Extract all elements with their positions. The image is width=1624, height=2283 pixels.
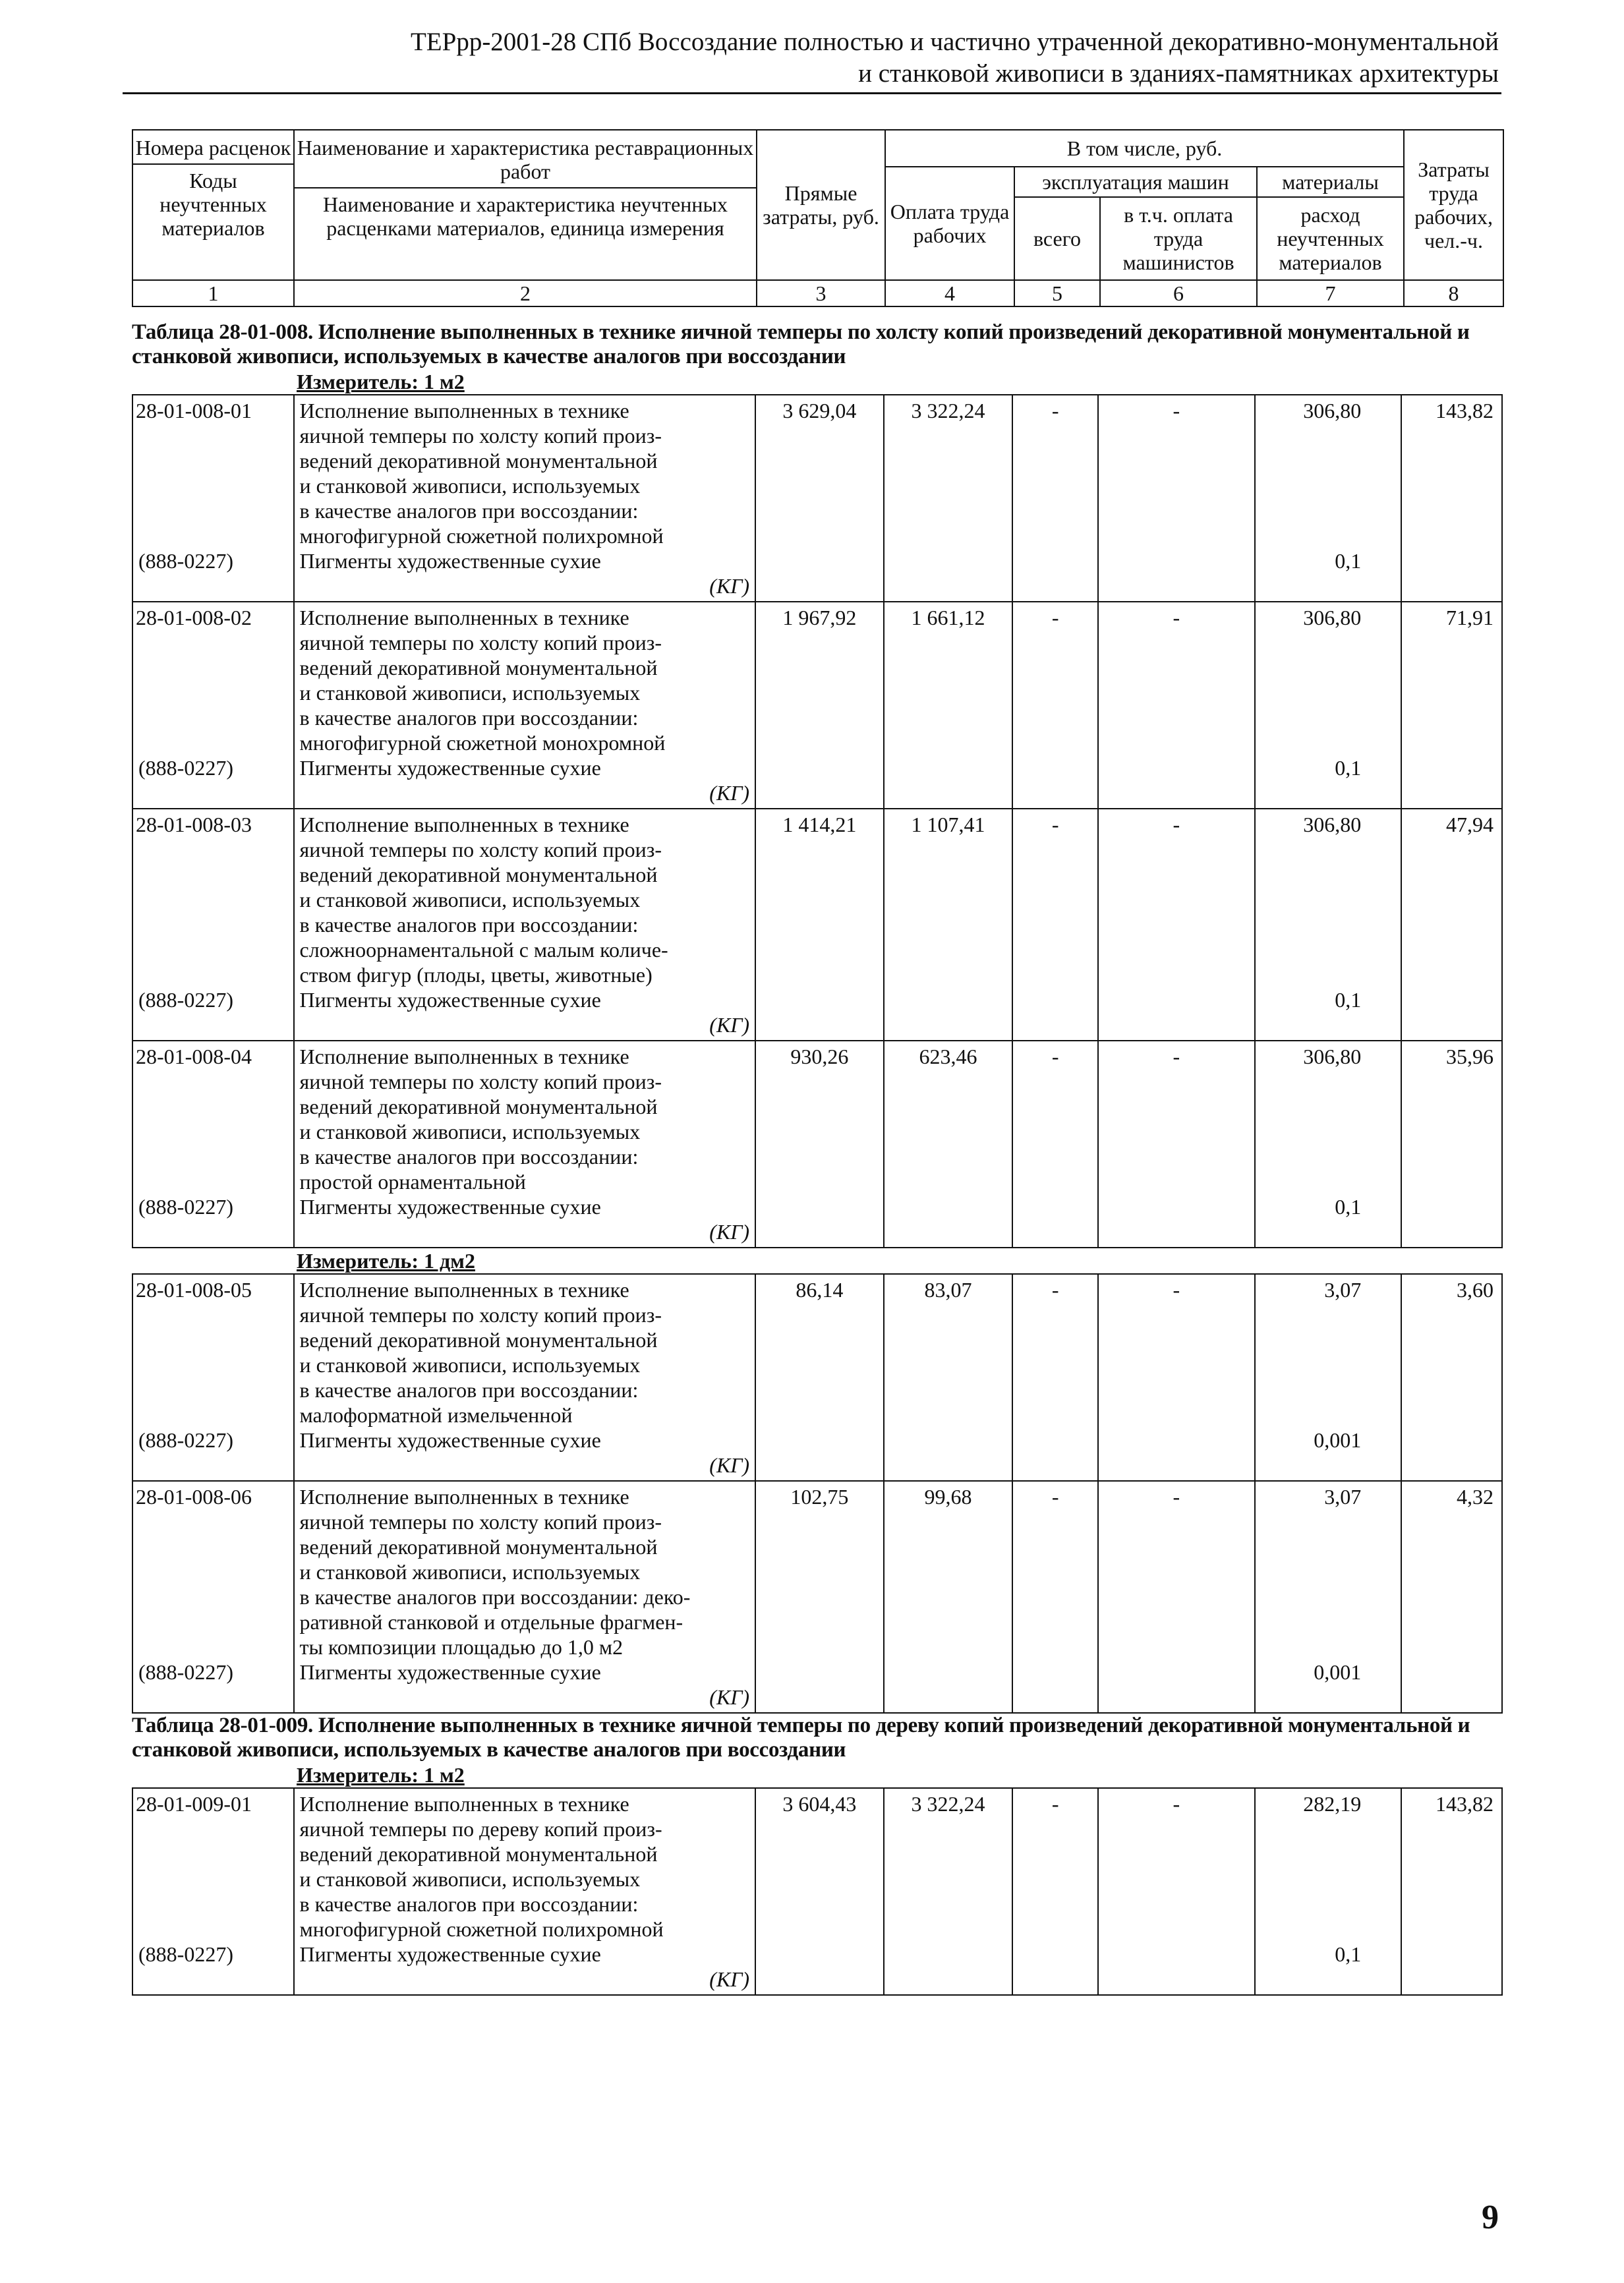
labor-cost: 99,68 bbox=[884, 1482, 1014, 1712]
rate-code: 28-01-008-02 bbox=[136, 606, 252, 629]
col-num-7: 7 bbox=[1257, 280, 1404, 306]
materials-cell bbox=[1256, 1041, 1403, 1247]
description-line: сложноорнаментальной с малым количе- bbox=[299, 938, 668, 962]
col2-header bbox=[294, 130, 757, 280]
labor-hours: 47,94 bbox=[1445, 813, 1494, 836]
description-line: ративной станковой и отдельные фрагмен- bbox=[299, 1610, 683, 1634]
description-line: и станковой живописи, используемых bbox=[299, 888, 641, 911]
col5-header: всего bbox=[1014, 197, 1100, 280]
description-line: Исполнение выполненных в технике bbox=[299, 399, 629, 422]
materials-cell bbox=[1256, 395, 1403, 601]
description-line: Исполнение выполненных в технике bbox=[299, 606, 629, 629]
description-line: в качестве аналогов при воссоздании: bbox=[299, 1378, 639, 1402]
col2-header-top: Наименование и характеристика реставрационных работ bbox=[295, 130, 756, 188]
description-line: яичной темперы по холсту копий произ- bbox=[299, 1510, 662, 1534]
col-num-6: 6 bbox=[1100, 280, 1257, 306]
labor-cost: 623,46 bbox=[884, 1041, 1014, 1247]
material-quantity: 0,1 bbox=[1335, 1942, 1362, 1966]
machines-header: эксплуатация машин bbox=[1014, 167, 1257, 197]
rate-row-5 bbox=[132, 1273, 1503, 1482]
labor-hours: 143,82 bbox=[1435, 1792, 1494, 1816]
description-line: и станковой живописи, используемых bbox=[299, 474, 641, 498]
materials-cell bbox=[1256, 602, 1403, 808]
description-line: и станковой живописи, используемых bbox=[299, 1353, 641, 1377]
description-line: малоформатной измельченной bbox=[299, 1403, 573, 1427]
labor-hours: 4,32 bbox=[1456, 1485, 1494, 1509]
materials-cost: 3,07 bbox=[1324, 1485, 1362, 1509]
material-code: (888-0227) bbox=[138, 1660, 233, 1684]
header-rule bbox=[123, 92, 1501, 94]
machine-cost: - bbox=[1013, 1789, 1099, 1994]
rate-row-7 bbox=[132, 1787, 1503, 1996]
description-line: многофигурной сюжетной полихромной bbox=[299, 1917, 664, 1941]
column-header-table bbox=[132, 129, 1504, 307]
materials-cost: 306,80 bbox=[1303, 1045, 1362, 1068]
description-line: яичной темперы по холсту копий произ- bbox=[299, 631, 662, 654]
description-line: ведений декоративной монументальной bbox=[299, 449, 658, 473]
description-line: Исполнение выполненных в технике bbox=[299, 1792, 629, 1816]
materials-cost: 306,80 bbox=[1303, 606, 1362, 629]
materials-cell bbox=[1256, 1482, 1403, 1712]
material-name: Пигменты художественные сухие bbox=[299, 1195, 601, 1219]
description-line: ведений декоративной монументальной bbox=[299, 1095, 658, 1118]
material-quantity: 0,1 bbox=[1335, 988, 1362, 1012]
description-line: ством фигур (плоды, цветы, животные) bbox=[299, 963, 652, 987]
table-008-measure-1: Измеритель: 1 м2 bbox=[297, 370, 465, 393]
rate-code-cell bbox=[133, 1482, 295, 1712]
labor-hours: 143,82 bbox=[1435, 399, 1494, 422]
direct-cost: 3 604,43 bbox=[756, 1789, 884, 1994]
col3-header: Прямые затраты, руб. bbox=[757, 130, 885, 280]
rate-code-cell bbox=[133, 395, 295, 601]
description-cell bbox=[295, 809, 757, 1040]
col6-header: в т.ч. оплата труда машинистов bbox=[1100, 197, 1257, 280]
col7-header: расход неучтенных материалов bbox=[1257, 197, 1404, 280]
material-name: Пигменты художественные сухие bbox=[299, 549, 601, 573]
rate-row-1 bbox=[132, 394, 1503, 602]
rate-code: 28-01-008-04 bbox=[136, 1045, 252, 1068]
rate-code: 28-01-008-06 bbox=[136, 1485, 252, 1509]
machine-cost: - bbox=[1013, 1482, 1099, 1712]
materials-cost: 306,80 bbox=[1303, 813, 1362, 836]
description-line: яичной темперы по холсту копий произ- bbox=[299, 1303, 662, 1327]
description-line: яичной темперы по дереву копий произ- bbox=[299, 1817, 662, 1841]
page-number: 9 bbox=[1482, 2199, 1499, 2236]
description-line: ведений декоративной монументальной bbox=[299, 1535, 658, 1559]
labor-cost: 1 107,41 bbox=[884, 809, 1014, 1040]
description-line: в качестве аналогов при воссоздании: bbox=[299, 1145, 639, 1169]
material-name: Пигменты художественные сухие bbox=[299, 1660, 601, 1684]
col8-header: Затраты труда рабочих, чел.-ч. bbox=[1404, 130, 1503, 280]
labor-cost: 3 322,24 bbox=[884, 395, 1014, 601]
direct-cost: 102,75 bbox=[756, 1482, 884, 1712]
material-code: (888-0227) bbox=[138, 1942, 233, 1966]
materials-cell bbox=[1256, 1789, 1403, 1994]
labor-hours: 3,60 bbox=[1456, 1278, 1494, 1302]
description-cell bbox=[295, 1482, 757, 1712]
direct-cost: 3 629,04 bbox=[756, 395, 884, 601]
including-header: В том числе, руб. bbox=[885, 130, 1404, 167]
materials-cost: 282,19 bbox=[1303, 1792, 1362, 1816]
material-quantity: 0,1 bbox=[1335, 1195, 1362, 1219]
machine-labor-cost: - bbox=[1099, 809, 1256, 1040]
table-008-caption: Таблица 28-01-008. Исполнение выполненных в технике яичной темперы по холсту копий произведений декоративной монументальной и станковой живописи, используемых в качестве аналогов при воссоздании bbox=[132, 320, 1470, 368]
machine-labor-cost: - bbox=[1099, 602, 1256, 808]
material-unit: (КГ) bbox=[709, 1967, 750, 1991]
description-line: яичной темперы по холсту копий произ- bbox=[299, 838, 662, 861]
row-group-1 bbox=[132, 394, 1503, 1248]
description-line: в качестве аналогов при воссоздании: bbox=[299, 499, 639, 523]
col-num-4: 4 bbox=[885, 280, 1014, 306]
col1-header-top: Номера расценок bbox=[133, 130, 293, 165]
description-cell bbox=[295, 1789, 757, 1994]
direct-cost: 86,14 bbox=[756, 1275, 884, 1480]
rate-code-cell bbox=[133, 1041, 295, 1247]
machine-cost: - bbox=[1013, 1041, 1099, 1247]
description-cell bbox=[295, 602, 757, 808]
description-line: Исполнение выполненных в технике bbox=[299, 1278, 629, 1302]
table-008-measure-2: Измеритель: 1 дм2 bbox=[297, 1249, 475, 1273]
rate-code-cell bbox=[133, 809, 295, 1040]
machine-labor-cost: - bbox=[1099, 395, 1256, 601]
col1-header bbox=[132, 130, 294, 280]
description-line: Исполнение выполненных в технике bbox=[299, 1485, 629, 1509]
rate-row-3 bbox=[132, 809, 1503, 1041]
material-quantity: 0,1 bbox=[1335, 549, 1362, 573]
description-line: в качестве аналогов при воссоздании: bbox=[299, 706, 639, 730]
material-name: Пигменты художественные сухие bbox=[299, 988, 601, 1012]
material-unit: (КГ) bbox=[709, 781, 750, 805]
materials-cell bbox=[1256, 1275, 1403, 1480]
col-num-2: 2 bbox=[294, 280, 757, 306]
material-code: (888-0227) bbox=[138, 1428, 233, 1452]
col-num-5: 5 bbox=[1014, 280, 1100, 306]
description-line: ты композиции площадью до 1,0 м2 bbox=[299, 1635, 624, 1659]
machine-labor-cost: - bbox=[1099, 1789, 1256, 1994]
labor-cost: 83,07 bbox=[884, 1275, 1014, 1480]
materials-cell bbox=[1256, 809, 1403, 1040]
machine-cost: - bbox=[1013, 602, 1099, 808]
labor-hours: 35,96 bbox=[1445, 1045, 1494, 1068]
header-line-1: ТЕРрр-2001-28 СПб Воссоздание полностью и частично утраченной декоративно-монументальной bbox=[410, 28, 1499, 56]
col2-header-bottom: Наименование и характеристика неучтенных расценками материалов, единица измерения bbox=[322, 192, 728, 240]
description-line: многофигурной сюжетной монохромной bbox=[299, 731, 666, 755]
description-line: и станковой живописи, используемых bbox=[299, 1560, 641, 1584]
description-line: в качестве аналогов при воссоздании: bbox=[299, 913, 639, 937]
table-008-section bbox=[132, 320, 1503, 1996]
row-group-2 bbox=[132, 1273, 1503, 1714]
row-group-3 bbox=[132, 1787, 1503, 1996]
description-cell bbox=[295, 1275, 757, 1480]
rate-row-2 bbox=[132, 602, 1503, 809]
description-line: яичной темперы по холсту копий произ- bbox=[299, 1070, 662, 1093]
col4-header: Оплата труда рабочих bbox=[885, 167, 1014, 280]
description-line: ведений декоративной монументальной bbox=[299, 1328, 658, 1352]
col-num-3: 3 bbox=[757, 280, 885, 306]
description-cell bbox=[295, 1041, 757, 1247]
col-num-1: 1 bbox=[132, 280, 294, 306]
material-code: (888-0227) bbox=[138, 1195, 233, 1219]
description-line: простой орнаментальной bbox=[299, 1170, 526, 1194]
col-num-8: 8 bbox=[1404, 280, 1503, 306]
rate-code: 28-01-008-05 bbox=[136, 1278, 252, 1302]
direct-cost: 1 414,21 bbox=[756, 809, 884, 1040]
description-line: яичной темперы по холсту копий произ- bbox=[299, 424, 662, 448]
description-line: и станковой живописи, используемых bbox=[299, 1120, 641, 1143]
machine-labor-cost: - bbox=[1099, 1275, 1256, 1480]
material-quantity: 0,1 bbox=[1335, 756, 1362, 780]
machine-cost: - bbox=[1013, 395, 1099, 601]
description-line: Исполнение выполненных в технике bbox=[299, 1045, 629, 1068]
table-009-measure-1: Измеритель: 1 м2 bbox=[297, 1763, 465, 1787]
rate-row-6 bbox=[132, 1482, 1503, 1714]
labor-cost: 3 322,24 bbox=[884, 1789, 1014, 1994]
labor-hours: 71,91 bbox=[1445, 606, 1494, 629]
material-name: Пигменты художественные сухие bbox=[299, 756, 601, 780]
description-line: в качестве аналогов при воссоздании: деко- bbox=[299, 1585, 691, 1609]
description-line: ведений декоративной монументальной bbox=[299, 656, 658, 679]
machine-labor-cost: - bbox=[1099, 1041, 1256, 1247]
machine-cost: - bbox=[1013, 809, 1099, 1040]
direct-cost: 930,26 bbox=[756, 1041, 884, 1247]
table-009-caption: Таблица 28-01-009. Исполнение выполненных в технике яичной темперы по дереву копий произведений декоративной монументальной и станковой живописи, используемых в качестве аналогов при воссоздании bbox=[132, 1714, 1470, 1762]
materials-cost: 3,07 bbox=[1324, 1278, 1362, 1302]
labor-cost: 1 661,12 bbox=[884, 602, 1014, 808]
material-unit: (КГ) bbox=[709, 1453, 750, 1477]
material-quantity: 0,001 bbox=[1314, 1428, 1362, 1452]
material-code: (888-0227) bbox=[138, 756, 233, 780]
materials-header: материалы bbox=[1257, 167, 1404, 197]
material-name: Пигменты художественные сухие bbox=[299, 1428, 601, 1452]
document-header bbox=[115, 26, 1499, 90]
rate-code: 28-01-008-03 bbox=[136, 813, 252, 836]
materials-cost: 306,80 bbox=[1303, 399, 1362, 422]
direct-cost: 1 967,92 bbox=[756, 602, 884, 808]
rate-row-4 bbox=[132, 1041, 1503, 1248]
rate-code: 28-01-009-01 bbox=[136, 1792, 252, 1816]
machine-labor-cost: - bbox=[1099, 1482, 1256, 1712]
material-name: Пигменты художественные сухие bbox=[299, 1942, 601, 1966]
description-line: ведений декоративной монументальной bbox=[299, 1842, 658, 1866]
material-unit: (КГ) bbox=[709, 1220, 750, 1244]
description-line: ведений декоративной монументальной bbox=[299, 863, 658, 886]
description-line: многофигурной сюжетной полихромной bbox=[299, 524, 664, 548]
description-cell bbox=[295, 395, 757, 601]
description-line: Исполнение выполненных в технике bbox=[299, 813, 629, 836]
rate-code: 28-01-008-01 bbox=[136, 399, 252, 422]
material-unit: (КГ) bbox=[709, 1685, 750, 1709]
machine-cost: - bbox=[1013, 1275, 1099, 1480]
material-code: (888-0227) bbox=[138, 549, 233, 573]
material-unit: (КГ) bbox=[709, 574, 750, 598]
description-line: и станковой живописи, используемых bbox=[299, 681, 641, 705]
rate-code-cell bbox=[133, 602, 295, 808]
rate-code-cell bbox=[133, 1275, 295, 1480]
rate-code-cell bbox=[133, 1789, 295, 1994]
description-line: и станковой живописи, используемых bbox=[299, 1867, 641, 1891]
material-unit: (КГ) bbox=[709, 1013, 750, 1037]
description-line: в качестве аналогов при воссоздании: bbox=[299, 1892, 639, 1916]
header-line-2: и станковой живописи в зданиях-памятниках архитектуры bbox=[858, 59, 1499, 88]
material-code: (888-0227) bbox=[138, 988, 233, 1012]
col1-header-bottom: Коды неучтенных материалов bbox=[160, 169, 267, 240]
material-quantity: 0,001 bbox=[1314, 1660, 1362, 1684]
